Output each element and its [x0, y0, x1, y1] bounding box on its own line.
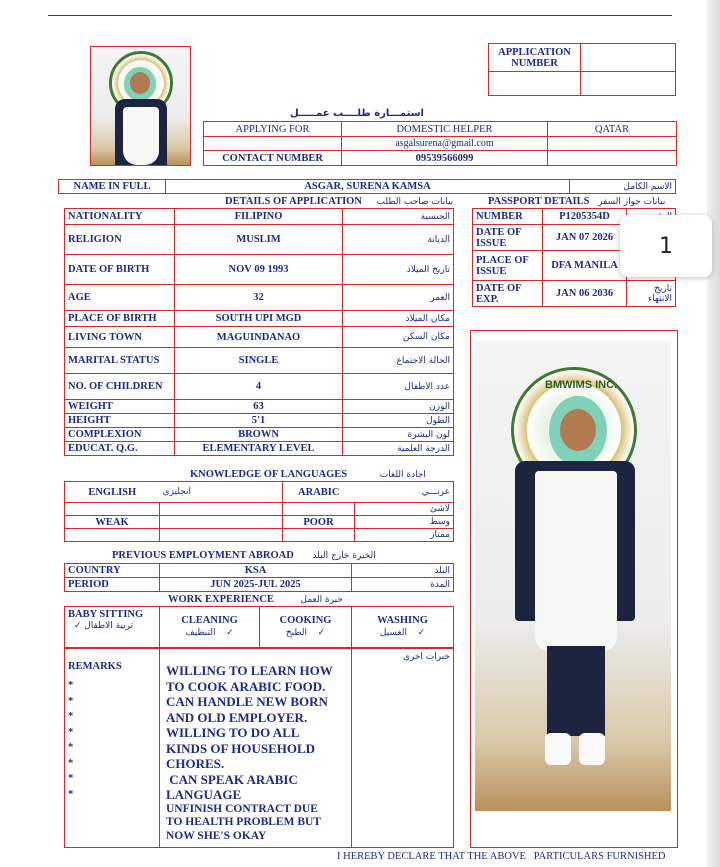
- detail-value: MUSLIM: [175, 225, 343, 255]
- remarks-bullets: [68, 678, 156, 802]
- work-cooking: [260, 607, 352, 648]
- detail-label: WEIGHT: [65, 400, 175, 414]
- details-heading-ar: بيانات صاحب الطلب: [376, 197, 454, 207]
- detail-row: [65, 428, 454, 442]
- applying-for-table: [203, 121, 677, 166]
- remarks-line: WILLING TO DO ALL: [166, 725, 300, 740]
- detail-row: [65, 414, 454, 428]
- remarks-bullet: *: [68, 711, 74, 722]
- employment-country: KSA: [160, 564, 352, 578]
- lang-english-ar: انجليزي: [160, 482, 283, 503]
- detail-label-ar: تاريخ الميلاد: [343, 255, 454, 285]
- employment-period-label: PERIOD: [65, 578, 160, 592]
- contact-number-label: CONTACT NUMBER: [204, 151, 342, 166]
- detail-label: HEIGHT: [65, 414, 175, 428]
- passport-value: JAN 07 2026: [543, 225, 627, 251]
- detail-label: AGE: [65, 285, 175, 311]
- remarks-line: KINDS OF HOUSEHOLD: [166, 740, 316, 756]
- work-baby-check: ✓: [74, 621, 82, 631]
- contact-number-value: 09539566099: [342, 151, 548, 166]
- remarks-table: [64, 648, 454, 848]
- work-table: [64, 606, 454, 648]
- detail-value: BROWN: [175, 428, 343, 442]
- page-indicator-badge[interactable]: 1: [620, 215, 712, 277]
- detail-row: [65, 209, 454, 225]
- detail-label-ar: مكان السكن: [343, 327, 454, 348]
- detail-label: NO. OF CHILDREN: [65, 374, 175, 400]
- work-cleaning-check: ✓: [226, 628, 234, 638]
- detail-label-ar: الحالة الاجتماع: [343, 348, 454, 374]
- remarks-label-cell: [65, 649, 160, 848]
- top-rule: [48, 15, 672, 16]
- detail-label-ar: الديانة: [343, 225, 454, 255]
- remarks-note-line: UNFINISH CONTRACT DUE: [166, 802, 318, 815]
- passport-heading: [488, 196, 665, 207]
- passport-label: DATE OF ISSUE: [473, 225, 543, 251]
- detail-label: COMPLEXION: [65, 428, 175, 442]
- detail-value: SOUTH UPI MGD: [175, 311, 343, 327]
- work-washing: [352, 607, 454, 648]
- remarks-line: LANGUAGE: [166, 787, 242, 802]
- passport-heading-text: PASSPORT DETAILS: [488, 196, 590, 207]
- employment-heading-text: PREVIOUS EMPLOYMENT ABROAD: [112, 550, 294, 561]
- detail-value: 4: [175, 374, 343, 400]
- detail-row: [65, 285, 454, 311]
- screen-edge: [707, 0, 720, 867]
- work-cooking-check: ✓: [317, 628, 326, 638]
- remarks-line: CAN SPEAK ARABIC: [166, 771, 298, 787]
- lang-arabic-ar: عربـــي: [355, 482, 454, 503]
- passport-label-ar: تاريخ الانتهاء: [627, 281, 676, 307]
- detail-value: MAGUINDANAO: [175, 327, 343, 348]
- remarks-bullet: *: [68, 695, 74, 707]
- detail-value: FILIPINO: [175, 209, 343, 225]
- detail-value: 5'1: [175, 414, 343, 428]
- remarks-note: [166, 803, 347, 844]
- lang-level-mid-ar: وسط: [355, 516, 454, 529]
- detail-value: ELEMENTARY LEVEL: [175, 442, 343, 456]
- detail-label-ar: الدرجة العلمية: [343, 442, 454, 456]
- detail-label: RELIGION: [65, 225, 175, 255]
- work-heading: [168, 594, 343, 605]
- detail-label: EDUCAT. Q.G.: [65, 442, 175, 456]
- detail-label: NATIONALITY: [65, 209, 175, 225]
- employment-heading-ar: الخبرة خارج البلد: [312, 551, 376, 561]
- languages-heading: [190, 469, 426, 480]
- employment-country-label: COUNTRY: [65, 564, 160, 578]
- detail-label-ar: عدد الاطفال: [343, 374, 454, 400]
- work-baby-ar: تربية الاطفال: [84, 621, 134, 631]
- remarks-line: WILLING TO LEARN HOW: [166, 663, 333, 678]
- applicant-photo-small: [90, 46, 191, 166]
- passport-label: PLACE OF ISSUE: [473, 251, 543, 281]
- detail-row: [65, 311, 454, 327]
- employment-period: JUN 2025-JUL 2025: [160, 578, 352, 592]
- remarks-bullet: *: [68, 742, 74, 753]
- application-number-box: [488, 43, 676, 96]
- detail-row: [65, 400, 454, 414]
- detail-row: [65, 327, 454, 348]
- employment-period-ar: المدة: [352, 578, 454, 592]
- passport-label: NUMBER: [473, 209, 543, 225]
- lang-arabic: ARABIC: [283, 482, 355, 503]
- remarks-other-ar: خبرات اخرى: [352, 649, 454, 848]
- declaration-text: I HEREBY DECLARE THAT THE ABOVE PARTICULARS FURNISHED: [337, 851, 666, 862]
- work-washing-label: WASHING: [377, 615, 428, 626]
- remarks-bullet: *: [68, 788, 74, 800]
- arabic-level: POOR: [283, 516, 355, 529]
- remarks-bullet: *: [68, 726, 74, 738]
- languages-heading-ar: اجادة اللغات: [379, 470, 426, 480]
- lang-level-none-ar: لاشئ: [355, 503, 454, 516]
- name-row: [58, 179, 676, 194]
- passport-row: [473, 281, 676, 307]
- english-level: WEAK: [65, 516, 160, 529]
- passport-label: DATE OF EXP.: [473, 281, 543, 307]
- applying-position: DOMESTIC HELPER: [342, 122, 548, 137]
- details-table: [64, 208, 454, 456]
- remarks-text-cell: [160, 649, 352, 848]
- employment-country-ar: البلد: [352, 564, 454, 578]
- applying-for-label: APPLYING FOR: [204, 122, 342, 137]
- detail-value: 32: [175, 285, 343, 311]
- name-value: ASGAR, SURENA KAMSA: [166, 180, 570, 194]
- work-washing-ar: الغسيل: [379, 628, 407, 638]
- name-label: NAME IN FULL: [59, 180, 166, 194]
- detail-label-ar: مكان الميلاد: [343, 311, 454, 327]
- detail-label: DATE OF BIRTH: [65, 255, 175, 285]
- remarks-line: TO COOK ARABIC FOOD.: [166, 678, 326, 694]
- passport-value: P1205354D: [543, 209, 627, 225]
- detail-label-ar: الوزن: [343, 400, 454, 414]
- remarks-line: CHORES.: [166, 756, 225, 771]
- full-body-photo: [475, 341, 671, 811]
- detail-label: LIVING TOWN: [65, 327, 175, 348]
- full-body-photo-frame: [470, 330, 678, 848]
- detail-row: [65, 374, 454, 400]
- work-cleaning-ar: التنظيف: [185, 628, 216, 638]
- detail-label: PLACE OF BIRTH: [65, 311, 175, 327]
- applying-country: QATAR: [548, 122, 677, 137]
- remarks-text: [166, 663, 347, 803]
- form-title-ar: استمـــارة طلــــب عمـــــل: [290, 108, 424, 119]
- applicant-email: asgalsurena@gmail.com: [342, 137, 548, 151]
- remarks-line: AND OLD EMPLOYER.: [166, 709, 308, 725]
- detail-row: [65, 348, 454, 374]
- work-heading-ar: خبرة العمل: [300, 595, 343, 605]
- remarks-bullet: *: [68, 680, 74, 691]
- detail-value: SINGLE: [175, 348, 343, 374]
- details-heading: [225, 196, 453, 207]
- lang-level-excellent-ar: ممتاز: [355, 529, 454, 542]
- lang-english: ENGLISH: [65, 482, 160, 503]
- work-baby-sitting: [65, 607, 160, 648]
- name-label-ar: الاسم الكامل: [570, 180, 676, 194]
- detail-label-ar: العمر: [343, 285, 454, 311]
- detail-row: [65, 225, 454, 255]
- remarks-bullet: *: [68, 773, 74, 784]
- work-cleaning-label: CLEANING: [181, 615, 238, 626]
- work-baby-label: BABY SITTING: [68, 609, 144, 620]
- remarks-note-line: TO HEALTH PROBLEM BUT: [166, 816, 321, 828]
- detail-label-ar: الجنسية: [343, 209, 454, 225]
- details-heading-text: DETAILS OF APPLICATION: [225, 196, 362, 207]
- employment-heading: [112, 550, 376, 561]
- application-number-label: APPLICATION NUMBER: [489, 44, 581, 72]
- detail-value: 63: [175, 400, 343, 414]
- employment-table: [64, 563, 454, 592]
- passport-value: JAN 06 2036: [543, 281, 627, 307]
- detail-row: [65, 442, 454, 456]
- application-number-value: [581, 44, 676, 72]
- detail-row: [65, 255, 454, 285]
- work-washing-check: ✓: [417, 628, 426, 638]
- agency-logo-text: BMWIMS INC.: [545, 379, 618, 391]
- work-heading-text: WORK EXPERIENCE: [168, 594, 274, 605]
- detail-label-ar: لون البشرة: [343, 428, 454, 442]
- remarks-bullet: *: [68, 757, 74, 769]
- remarks-note-line: NOW SHE'S OKAY: [166, 829, 267, 842]
- remarks-line: CAN HANDLE NEW BORN: [166, 694, 328, 709]
- work-cleaning: [160, 607, 260, 648]
- languages-heading-text: KNOWLEDGE OF LANGUAGES: [190, 469, 348, 480]
- detail-value: NOV 09 1993: [175, 255, 343, 285]
- work-cooking-ar: الطبخ: [285, 628, 307, 638]
- languages-table: [64, 481, 454, 542]
- work-cooking-label: COOKING: [279, 615, 332, 626]
- passport-heading-ar: بيانات جواز السفر: [598, 197, 666, 207]
- detail-label: MARITAL STATUS: [65, 348, 175, 374]
- detail-label-ar: الطول: [343, 414, 454, 428]
- remarks-label: REMARKS: [68, 661, 122, 672]
- passport-value: DFA MANILA: [543, 251, 627, 281]
